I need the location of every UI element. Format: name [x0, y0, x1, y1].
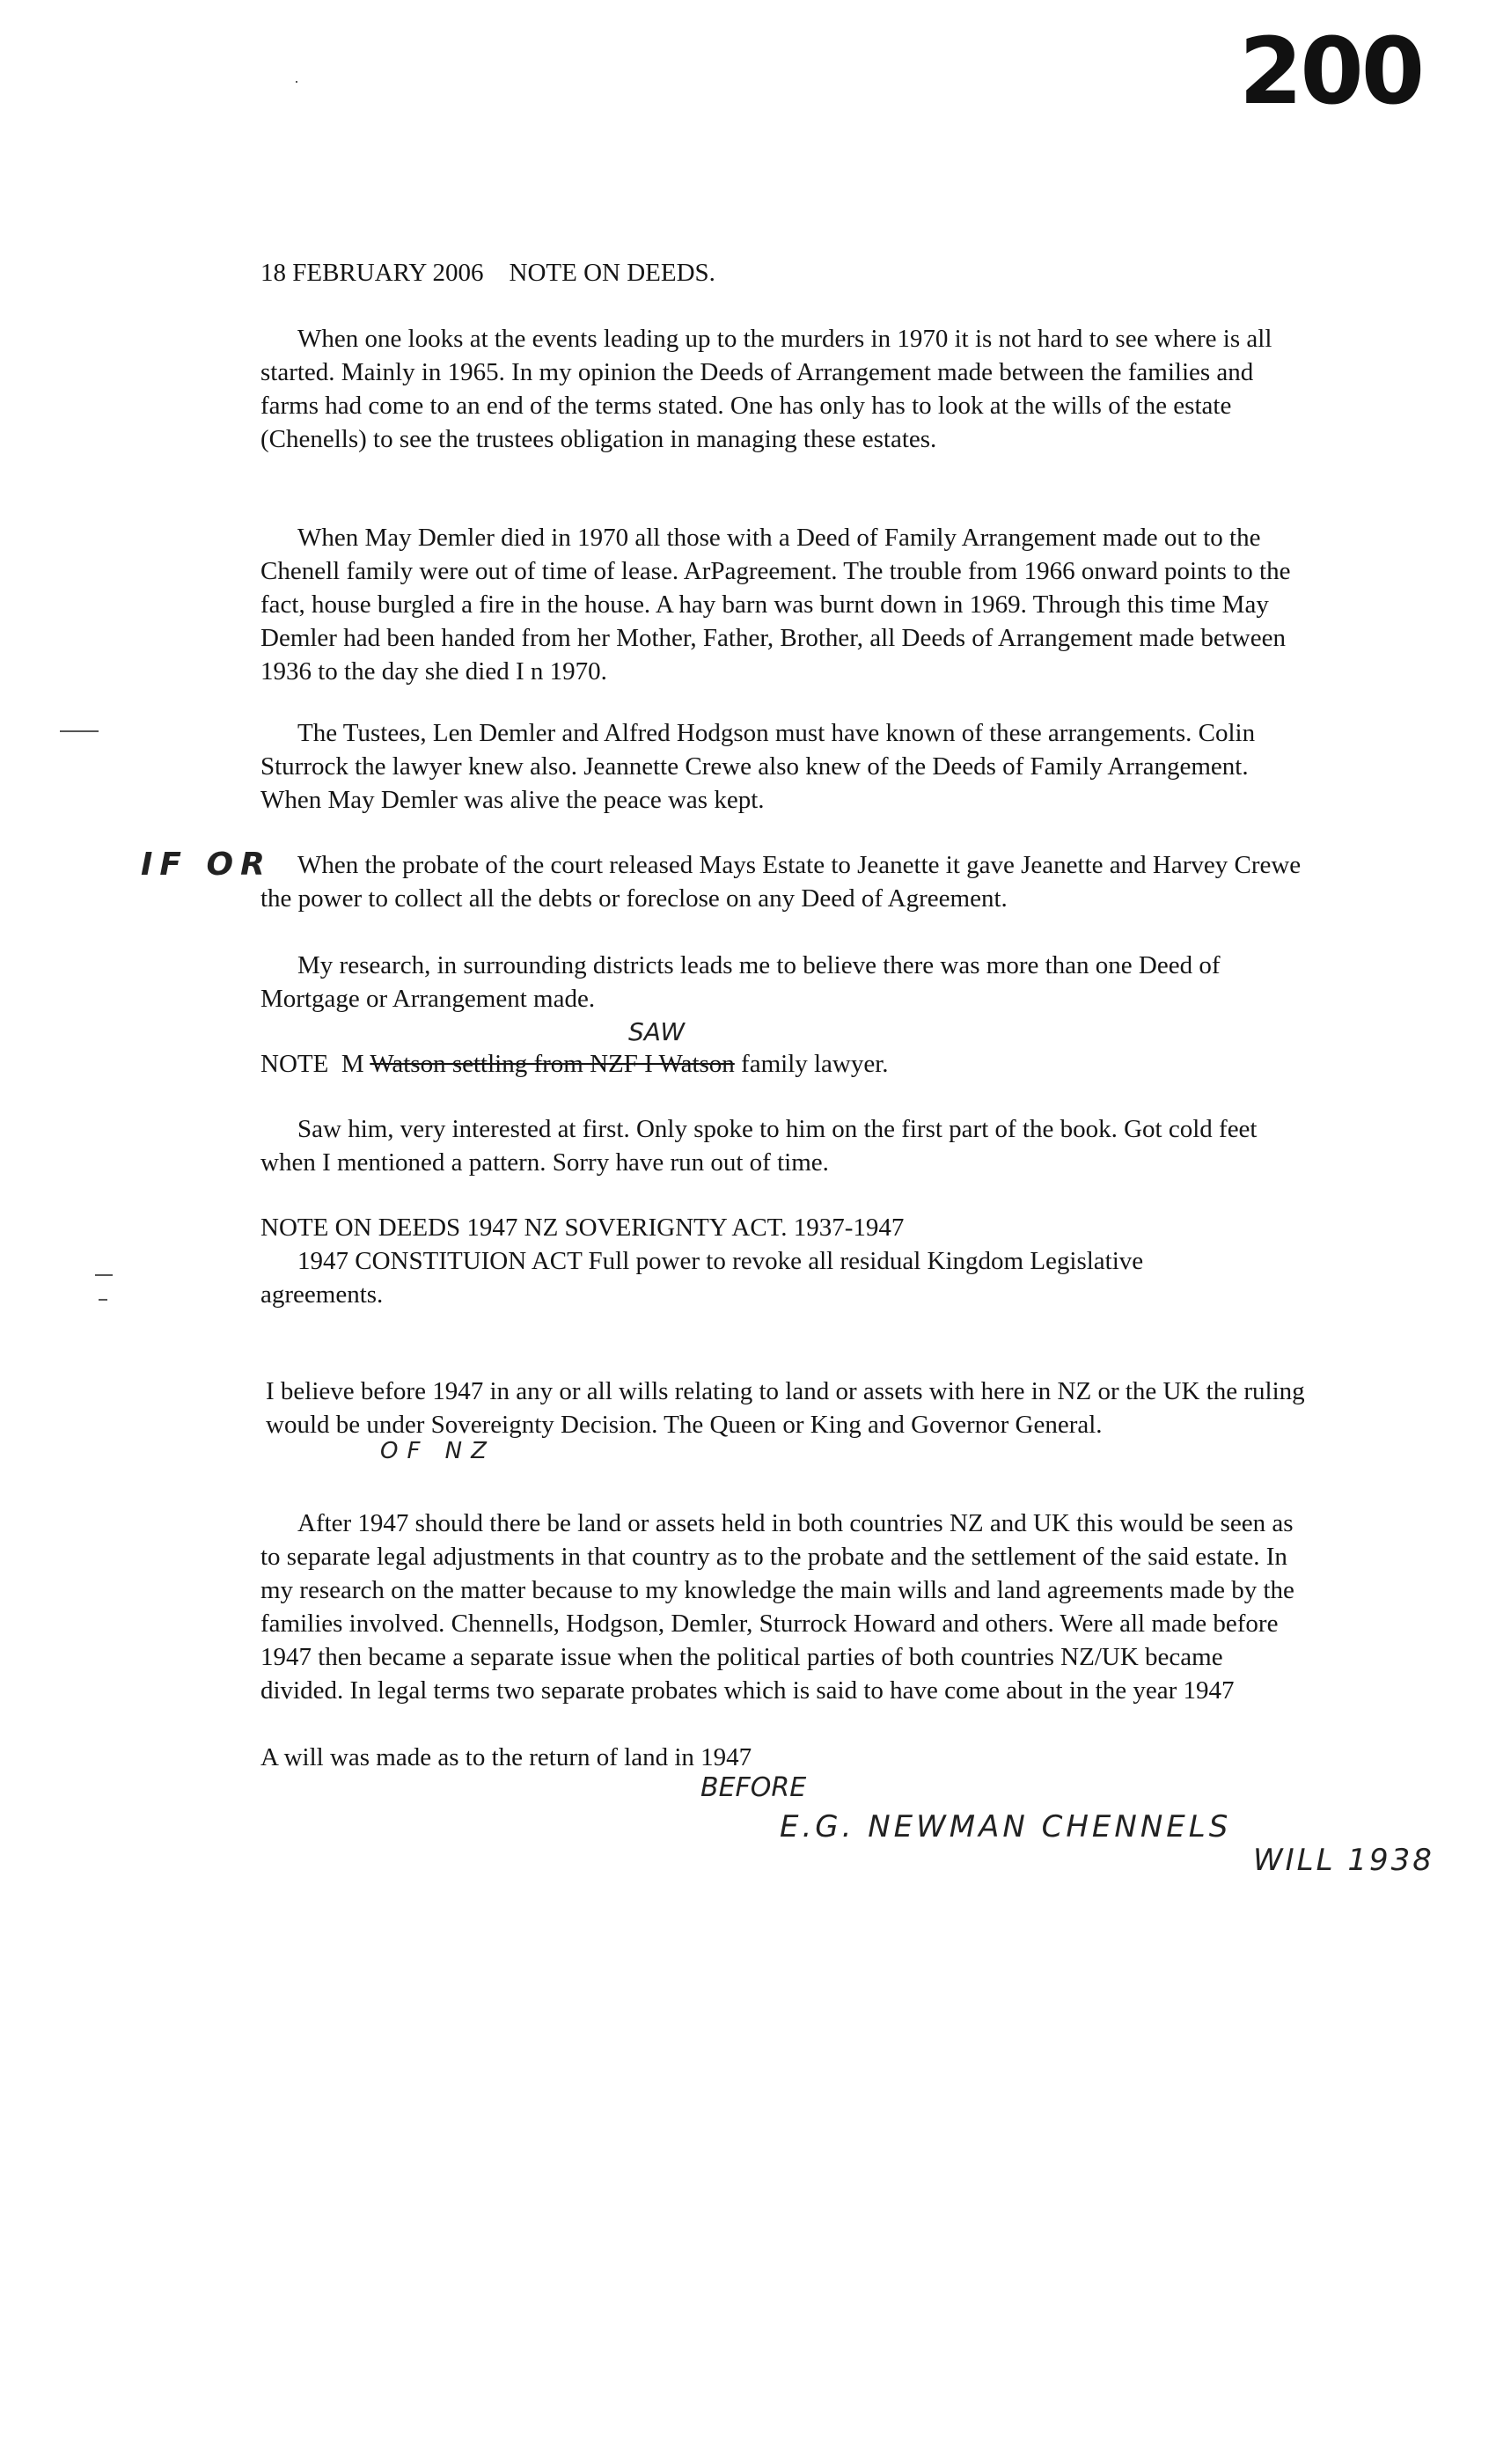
document-date-header: 18 FEBRUARY 2006 NOTE ON DEEDS. [260, 259, 715, 287]
handwritten-of-nz: OF NZ [380, 1438, 495, 1464]
handwritten-will-1938: WILL 1938 [1253, 1843, 1434, 1878]
note-prefix: NOTE M [260, 1050, 370, 1078]
handwritten-saw: SAW [628, 1017, 686, 1046]
paragraph-7: I believe before 1947 in any or all wills relating to land or assets with here in NZ or the UK the ruling would be under Sovereignty Decision. The Queen or King and Governor General. [266, 1377, 1305, 1439]
scan-speck [99, 1299, 107, 1301]
scan-speck [296, 81, 297, 83]
deeds-line-3: agreements. [260, 1280, 384, 1309]
handwritten-newman-chennels: E.G. NEWMAN CHENNELS [780, 1809, 1232, 1844]
deeds-heading: NOTE ON DEEDS 1947 NZ SOVERIGNTY ACT. 1937-1947 [260, 1214, 905, 1242]
paragraph-5: My research, in surrounding districts leads me to believe there was more than one Deed of Mortgage or Arrangement made. [260, 951, 1221, 1013]
paragraph-8: After 1947 should there be land or assets held in both countries NZ and UK this would be seen as to separate legal adjustments in that country as to the probate and the settlement of the said estate. In my research on the matter because to my knowledge the main wills and land agreements made by the families involved. Chennells, Hodgson, Demler, Sturrock Howard and others. Were all made before 1947 then became a separate issue when the political parties of both countries NZ/UK became divided. In legal terms two separate probates which is said to have come about in the year 1947 [260, 1509, 1294, 1705]
scan-speck [95, 1274, 113, 1276]
margin-handwritten-note: IF OR [141, 847, 272, 883]
handwritten-before: BEFORE [700, 1772, 807, 1803]
paragraph-1: When one looks at the events leading up to the murders in 1970 it is not hard to see where is all started. Mainly in 1965. In my opinion the Deeds of Arrangement made between the families and farms had come to an end of the terms stated. One has only has to look at the wills of the estate (Chenells) to see the trustees obligation in managing these estates. [260, 325, 1272, 453]
deeds-line-2: 1947 CONSTITUION ACT Full power to revoke all residual Kingdom Legislative [297, 1247, 1144, 1275]
page-number: 200 [1239, 18, 1423, 125]
paragraph-4: When the probate of the court released Mays Estate to Jeanette it gave Jeanette and Harvey Crewe the power to collect all the debts or foreclose on any Deed of Agreement. [260, 851, 1302, 913]
last-line: A will was made as to the return of land in 1947 [260, 1743, 752, 1771]
note-struck-text: Watson settling from NZF I Watson [370, 1050, 735, 1078]
note-line [260, 1047, 889, 1081]
paragraph-3: The Tustees, Len Demler and Alfred Hodgson must have known of these arrangements. Colin Sturrock the lawyer knew also. Jeannette Crewe also knew of the Deeds of Family Arrangement. When May Demler was alive the peace was kept. [260, 719, 1256, 814]
scan-speck [60, 730, 99, 732]
paragraph-6: Saw him, very interested at first. Only spoke to him on the first part of the book. Got cold feet when I mentioned a pattern. Sorry have run out of time. [260, 1115, 1258, 1177]
note-suffix: family lawyer. [734, 1050, 889, 1078]
paragraph-2: When May Demler died in 1970 all those with a Deed of Family Arrangement made out to the Chenell family were out of time of lease. ArPagreement. The trouble from 1966 onward points to the fact, house burgled a fire in the house. A hay barn was burnt down in 1969. Through this time May Demler had been handed from her Mother, Father, Brother, all Deeds of Arrangement made between 1936 to the day she died I n 1970. [260, 524, 1291, 686]
